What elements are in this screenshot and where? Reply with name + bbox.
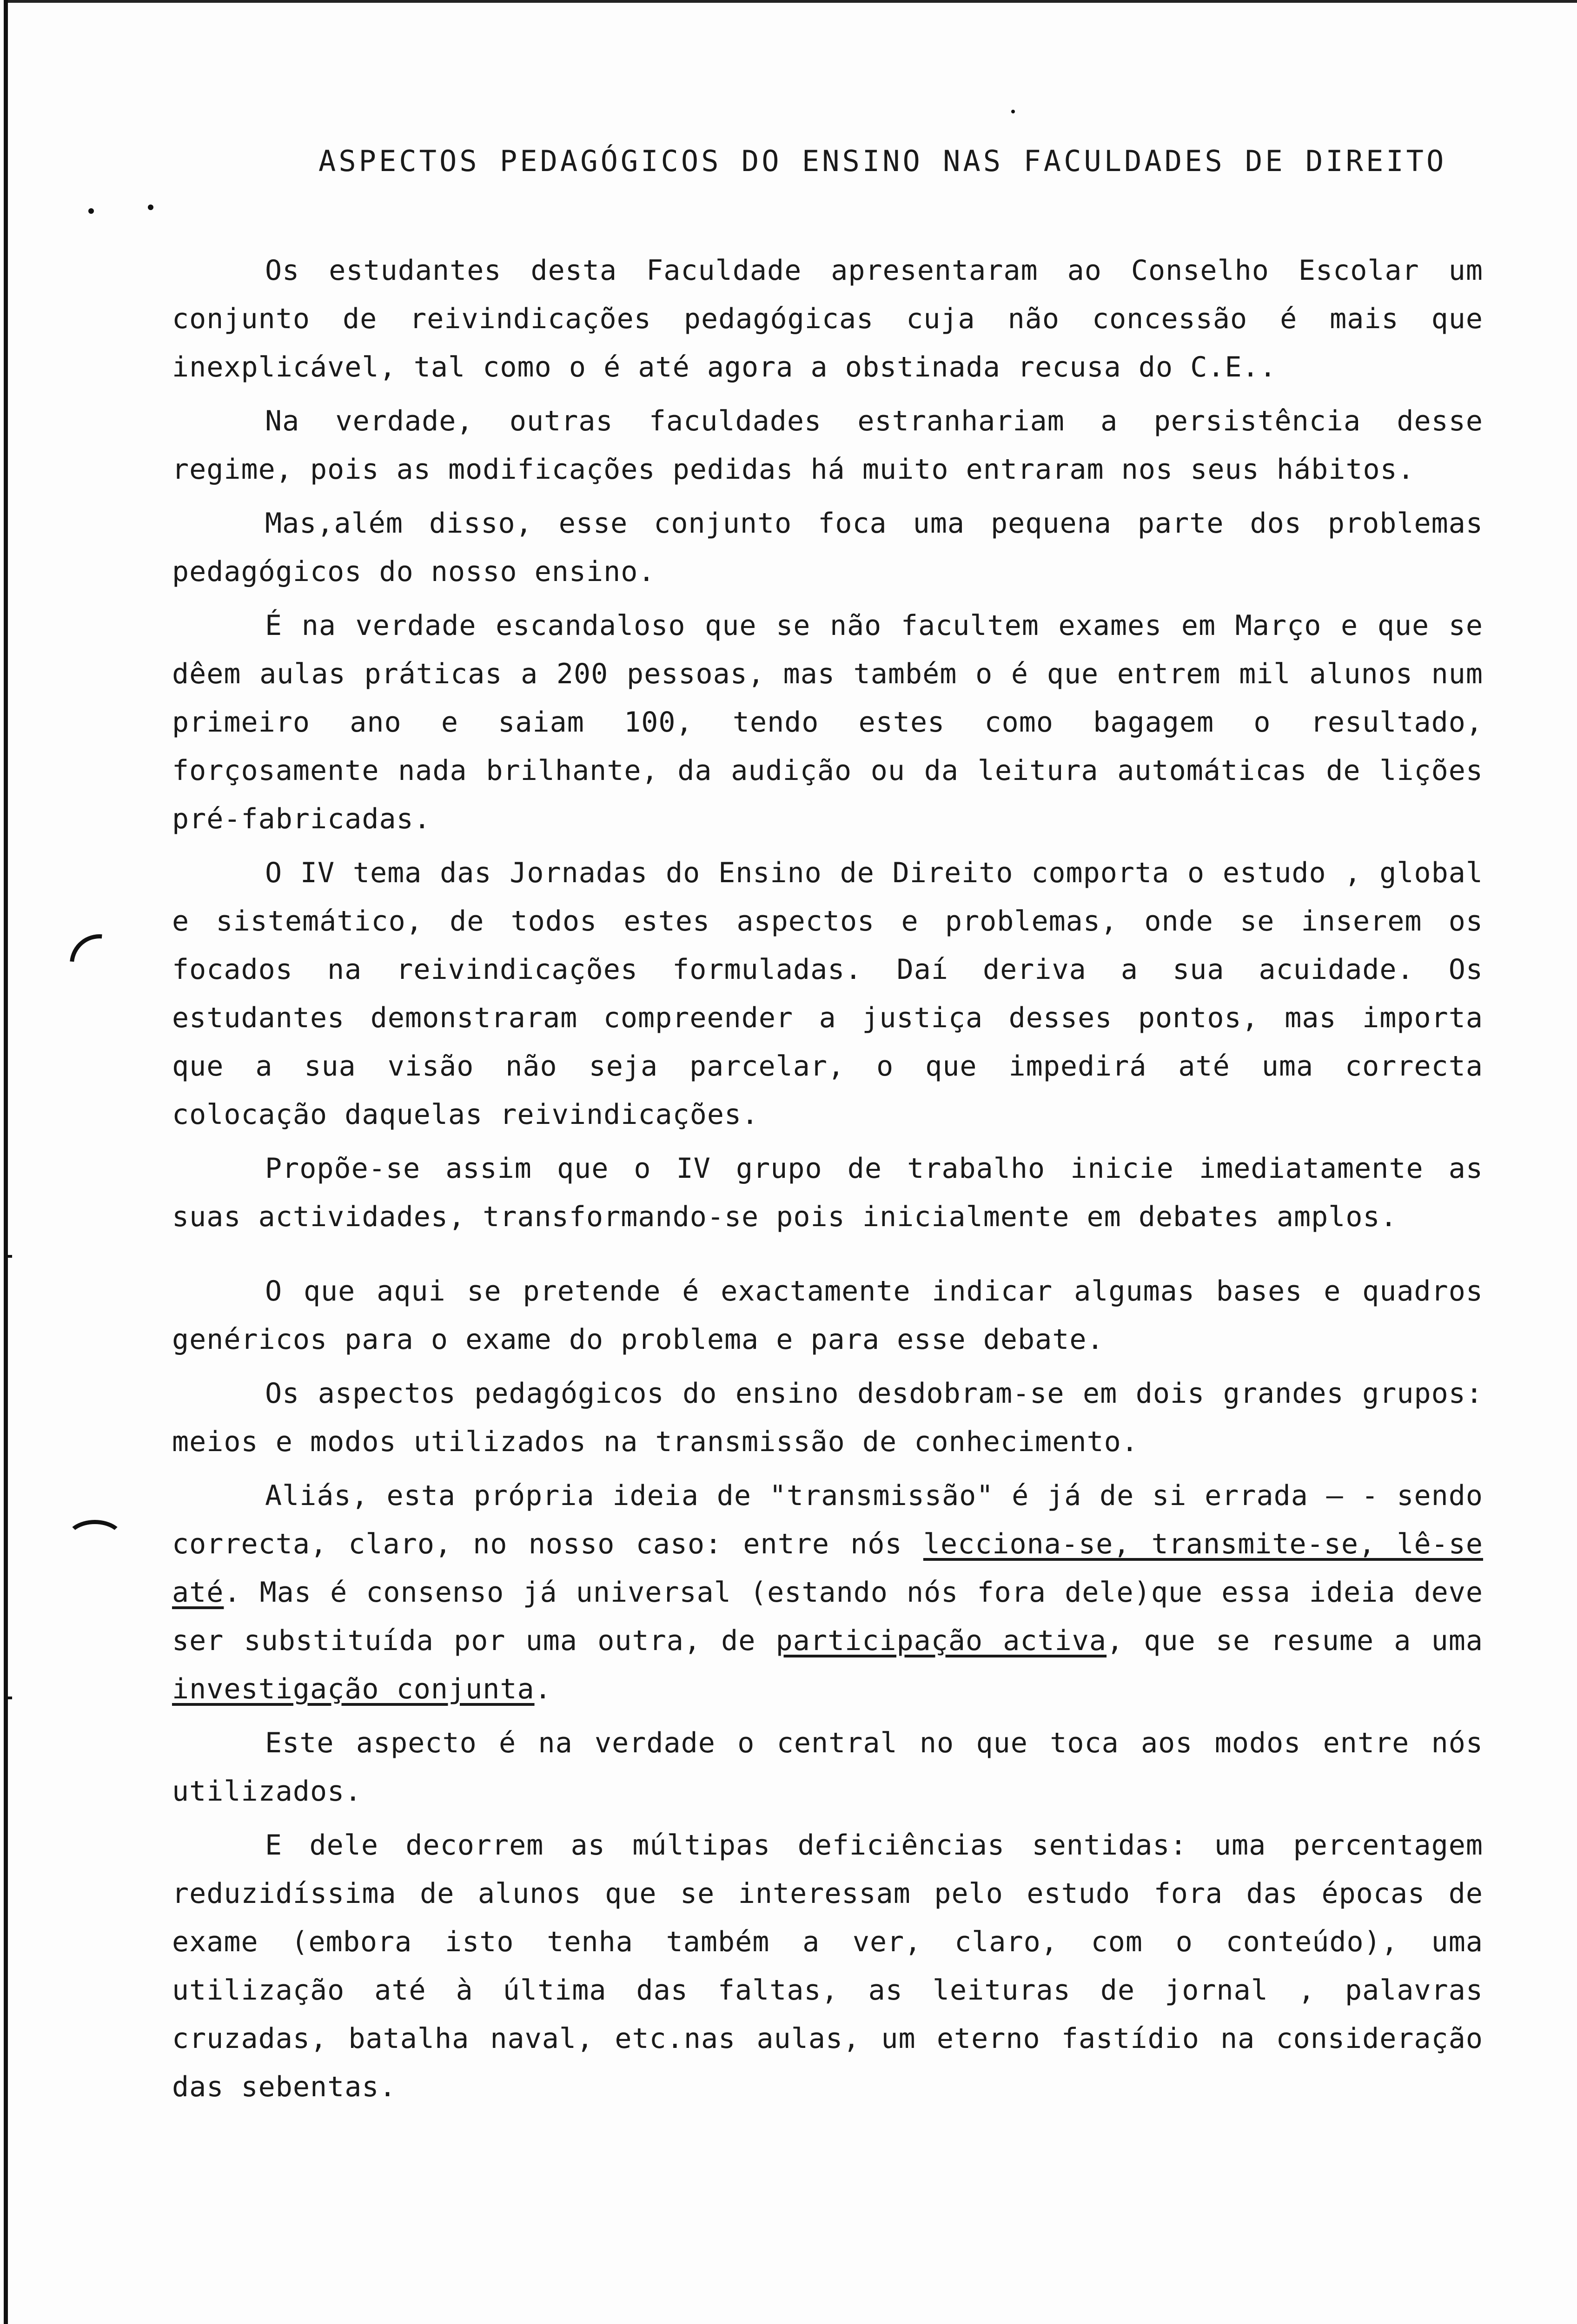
paragraph-9-text-c: , que se resume a uma <box>1107 1624 1483 1657</box>
margin-speck <box>1011 110 1015 113</box>
paragraph-2: Na verdade, outras faculdades estranhariam a persistência desse regime, pois as modificações pedidas há muito entraram nos seus hábitos. <box>172 405 1483 486</box>
paragraph-5: O IV tema das Jornadas do Ensino de Direito comporta o estudo , global e sistemático, de todos estes aspectos e problemas, onde se inserem os focados na reivindicações formuladas. Daí deriva a sua acuidade. Os estudantes demonstraram compreender a justiça desses pontos, mas importa que a sua visão não seja parcelar, o que impedirá até uma correcta colocação daquelas reivindicações. <box>172 857 1483 1131</box>
paragraph-11: E dele decorrem as múltipas deficiências sentidas: uma percentagem reduzidíssima de alunos que se interessam pelo estudo fora das épocas de exame (embora isto tenha também a ver, claro, com o conteúdo), uma utilização até à última das faltas, as leituras de jornal , palavras cruzadas, batalha naval, etc.nas aulas, um eterno fastídio na consideração das sebentas. <box>172 1829 1483 2103</box>
margin-bracket-mark <box>58 922 141 1006</box>
underlined-phrase-leccionar: lecciona-se, transmite-se, lê-se até <box>172 1528 1484 1609</box>
margin-speck <box>88 208 94 214</box>
paragraph-1: Os estudantes desta Faculdade apresentaram ao Conselho Escolar um conjunto de reivindicações pedagógicas cuja não concessão é mais que inexplicável, tal como o é até agora a obstinada recusa do C.E.. <box>172 254 1483 383</box>
paragraph-9 <box>172 1472 1483 1713</box>
margin-tick <box>4 1255 12 1258</box>
underlined-phrase-participacao: participação activa <box>775 1624 1107 1657</box>
paragraph-9-text-b: . Mas é consenso já universal (estando nós fora dele)que essa ideia deve ser substituída por uma outra, de <box>172 1576 1483 1657</box>
margin-bracket-mark <box>65 1520 125 1561</box>
margin-tick <box>4 1697 12 1699</box>
page-top-border <box>4 0 1577 3</box>
paragraph-9-text-a: Aliás, esta própria ideia de "transmissão" é já de si errada — - sendo correcta, claro, no nosso caso: entre nós <box>172 1479 1483 1560</box>
margin-speck <box>148 205 153 210</box>
document-body <box>172 246 1483 2111</box>
paragraph-4: É na verdade escandaloso que se não facultem exames em Março e que se dêem aulas práticas a 200 pessoas, mas também o é que entrem mil alunos num primeiro ano e saiam 100, tendo estes como bagagem o resultado, forçosamente nada brilhante, da audição ou da leitura automáticas de lições pré-fabricadas. <box>172 609 1483 835</box>
page-left-border <box>4 0 8 2324</box>
paragraph-9-text-d: . <box>534 1673 552 1705</box>
paragraph-10: Este aspecto é na verdade o central no que toca aos modos entre nós utilizados. <box>172 1727 1483 1808</box>
paragraph-3: Mas,além disso, esse conjunto foca uma pequena parte dos problemas pedagógicos do nosso ensino. <box>172 507 1483 588</box>
paragraph-8: Os aspectos pedagógicos do ensino desdobram-se em dois grandes grupos: meios e modos utilizados na transmissão de conhecimento. <box>172 1377 1483 1458</box>
underlined-phrase-investigacao: investigação conjunta <box>172 1673 535 1705</box>
paragraph-6: Propõe-se assim que o IV grupo de trabalho inicie imediatamente as suas actividades, transformando-se pois inicialmente em debates amplos. <box>172 1152 1483 1233</box>
paragraph-7: O que aqui se pretende é exactamente indicar algumas bases e quadros genéricos para o exame do problema e para esse debate. <box>172 1275 1483 1356</box>
document-title: ASPECTOS PEDAGÓGICOS DO ENSINO NAS FACULDADES DE DIREITO <box>318 144 1447 178</box>
